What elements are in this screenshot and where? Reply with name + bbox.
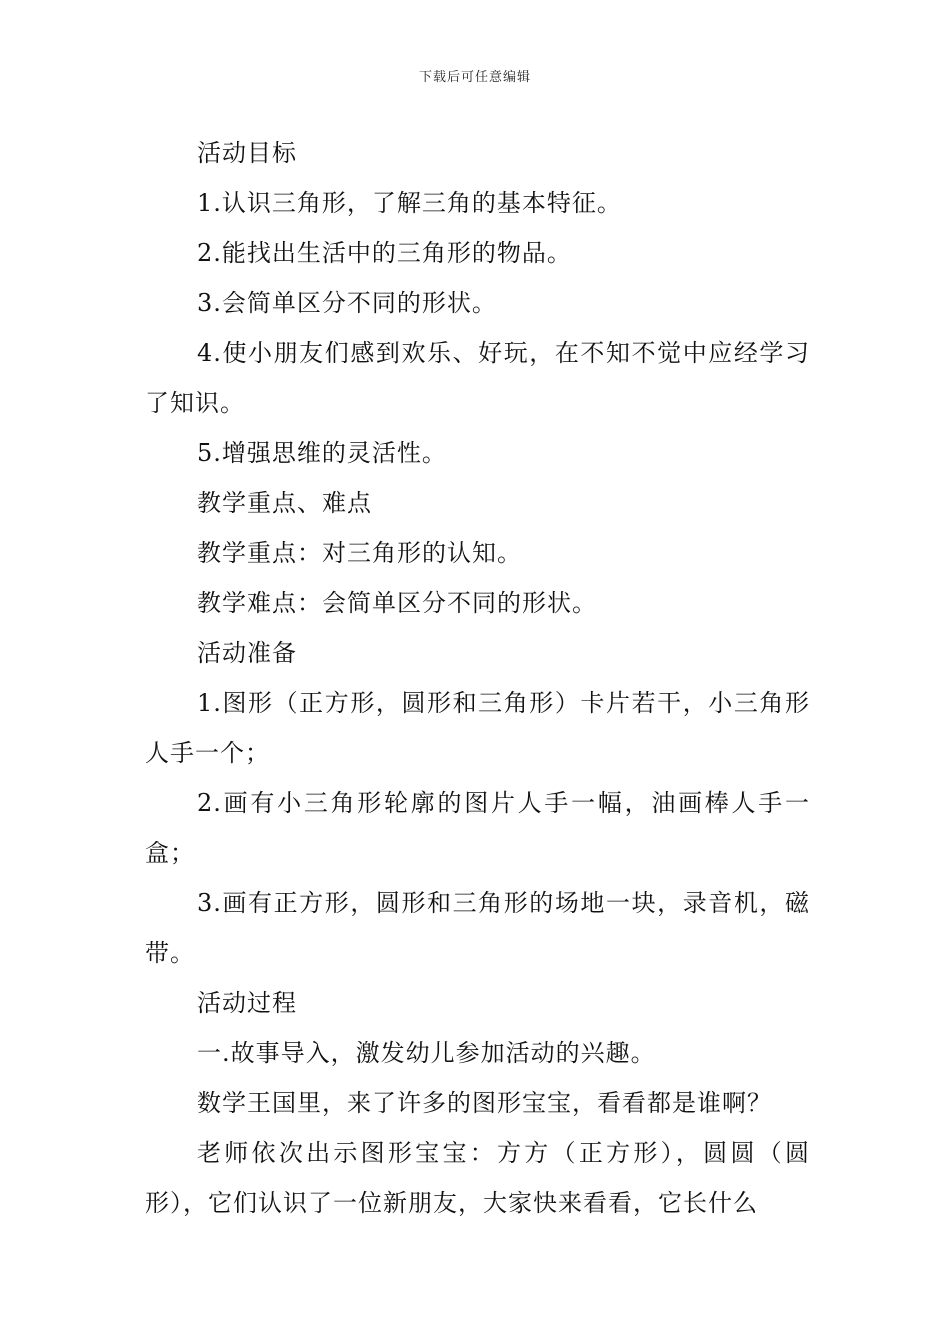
process-paragraph: 老师依次出示图形宝宝：方方（正方形），圆圆（圆形），它们认识了一位新朋友，大家快来看看，它长什么 xyxy=(145,1139,810,1217)
difficult-point: 教学难点：会简单区分不同的形状。 xyxy=(197,589,597,617)
preparation-item-2: 2.画有小三角形轮廓的图片人手一幅，油画棒人手一盒； xyxy=(145,789,810,867)
objective-item-2: 2.能找出生活中的三角形的物品。 xyxy=(197,239,572,267)
objective-item-5: 5.增强思维的灵活性。 xyxy=(197,439,447,467)
objective-item-4: 4.使小朋友们感到欢乐、好玩，在不知不觉中应经学习了知识。 xyxy=(145,339,810,417)
section-heading-key-points: 教学重点、难点 xyxy=(197,489,372,517)
preparation-item-3: 3.画有正方形，圆形和三角形的场地一块，录音机，磁带。 xyxy=(145,889,810,967)
objective-item-3: 3.会简单区分不同的形状。 xyxy=(197,289,497,317)
key-point: 教学重点：对三角形的认知。 xyxy=(197,539,522,567)
header-note: 下载后可任意编辑 xyxy=(418,70,531,85)
section-heading-preparation: 活动准备 xyxy=(197,639,297,667)
process-paragraph: 数学王国里，来了许多的图形宝宝，看看都是谁啊？ xyxy=(197,1089,772,1117)
document-body xyxy=(145,128,810,1228)
section-heading-process: 活动过程 xyxy=(197,989,297,1017)
section-heading-objectives: 活动目标 xyxy=(197,139,297,167)
process-step-1: 一.故事导入，激发幼儿参加活动的兴趣。 xyxy=(197,1039,656,1067)
preparation-item-1: 1.图形（正方形，圆形和三角形）卡片若干，小三角形人手一个； xyxy=(145,689,810,767)
objective-item-1: 1.认识三角形，了解三角的基本特征。 xyxy=(197,189,622,217)
